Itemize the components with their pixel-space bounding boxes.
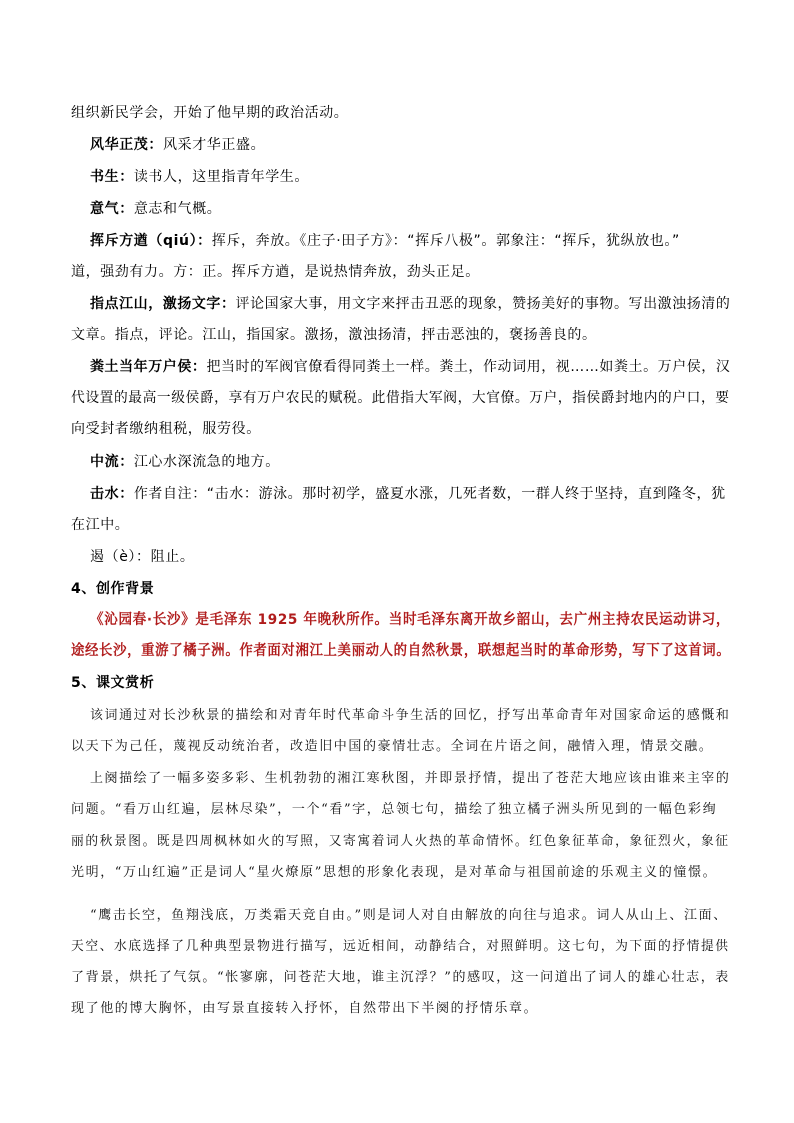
- definition-term: 挥斥方遒（qiú）：: [90, 233, 212, 249]
- definition-continuation: 文章。指点，评论。江山，指国家。激扬，激浊扬清，抨击恶浊的，褒扬善良的。: [71, 327, 597, 343]
- definition-continuation: 在江中。: [71, 517, 130, 533]
- section-4-heading: 4、创作背景: [71, 581, 155, 597]
- definition-term: 风华正茂：: [90, 137, 163, 153]
- definition-continuation: 向受封者缴纳租税，服劳役。: [71, 421, 261, 437]
- definition-text: 江心水深流急的地方。: [133, 454, 280, 470]
- definition-text: 意志和气概。: [133, 201, 222, 217]
- analysis-line: 该词通过对长沙秋景的描绘和对青年时代革命斗争生活的回忆，抒写出革命青年对国家命运的感慨和: [90, 708, 731, 723]
- analysis-line: 上阕描绘了一幅多姿多彩、生机勃勃的湘江寒秋图，并即景抒情，提出了苍茫大地应该由谁来主宰的: [90, 771, 731, 786]
- definition-text: 挥斥，奔放。《庄子·田子方》：“挥斥八极”。郭象注：“挥斥，犹纵放也。”: [211, 233, 680, 249]
- definition-term: 粪土当年万户侯：: [90, 359, 207, 375]
- analysis-line: 丽的秋景图。既是四周枫林如火的写照，又寄寓着词人火热的革命情怀。红色象征革命，象征烈火，象征: [71, 834, 730, 849]
- analysis-line: “鹰击长空，鱼翔浅底，万类霜天竞自由。”则是词人对自由解放的向往与追求。词人从山上、江面、: [90, 908, 728, 923]
- definitions-intro: 组织新民学会，开始了他早期的政治活动。: [71, 105, 349, 121]
- definition-text: 读书人，这里指青年学生。: [133, 169, 310, 185]
- analysis-line: 现了他的博大胸怀，由写景直接转入抒怀，自然带出下半阕的抒情乐章。: [71, 1001, 539, 1016]
- definition-text: 风采才华正盛。: [163, 137, 266, 153]
- definition-term: 意气：: [90, 201, 134, 217]
- definition-e: 遏（è）：阻止。: [90, 549, 195, 565]
- definition-shusheng: [90, 167, 309, 187]
- definition-fentu: [90, 357, 730, 377]
- background-line: 途经长沙，重游了橘子洲。作者面对湘江上美丽动人的自然秋景，联想起当时的革命形势，写下了这首词。: [71, 643, 731, 659]
- definition-jishui: [90, 484, 726, 504]
- definition-term: 书生：: [90, 169, 134, 185]
- analysis-line: 了背景，烘托了气氛。“怅寥廓，问苍茫大地，谁主沉浮？”的感叹，这一问道出了词人的雄心壮志，表: [71, 970, 730, 985]
- analysis-line: 以天下为己任，蔑视反动统治者，改造旧中国的豪情壮志。全词在片语之间，融情入理，情景交融。: [71, 739, 714, 754]
- definition-huichi: [90, 231, 680, 251]
- section-5-heading: 5、课文赏析: [71, 675, 155, 691]
- definition-zhongliu: [90, 452, 280, 472]
- analysis-line: 天空、水底选择了几种典型景物进行描写，远近相间，动静结合，对照鲜明。这七句，为下面的抒情提供: [71, 939, 730, 954]
- analysis-line: 问题。“看万山红遍，层林尽染”，一个“看”字，总领七句，描绘了独立橘子洲头所见到的一幅色彩绚: [71, 802, 718, 817]
- definition-text: 把当时的军阀官僚看得同粪土一样。粪土，作动词用，视……如粪土。万户侯，汉: [206, 359, 731, 375]
- definition-term: 指点江山，激扬文字：: [90, 296, 236, 312]
- definition-continuation: 代设置的最高一级侯爵，享有万户农民的赋税。此借指大军阀，大官僚。万户，指侯爵封地内的户口，要: [71, 390, 730, 406]
- definition-zhidian: [90, 294, 730, 314]
- background-line: 《沁园春·长沙》是毛泽东 1925 年晚秋所作。当时毛泽东离开故乡韶山，去广州主持农民运动讲习，: [90, 612, 731, 628]
- definition-continuation: 道，强劲有力。方：正。挥斥方遒，是说热情奔放，劲头正足。: [71, 264, 480, 280]
- definition-yiqi: [90, 199, 221, 219]
- definition-fenghua: [90, 135, 265, 155]
- definition-text: 评论国家大事，用文字来抨击丑恶的现象，赞扬美好的事物。写出激浊扬清的: [235, 296, 731, 312]
- analysis-line: 光明，“万山红遍”正是词人“星火燎原”思想的形象化表现，是对革命与祖国前途的乐观主义的憧憬。: [71, 865, 718, 880]
- definition-term: 击水：: [90, 486, 134, 502]
- definition-text: 作者自注：“击水：游泳。那时初学，盛夏水涨，几死者数，一群人终于坚持，直到隆冬，犹: [133, 486, 726, 502]
- definition-term: 中流：: [90, 454, 134, 470]
